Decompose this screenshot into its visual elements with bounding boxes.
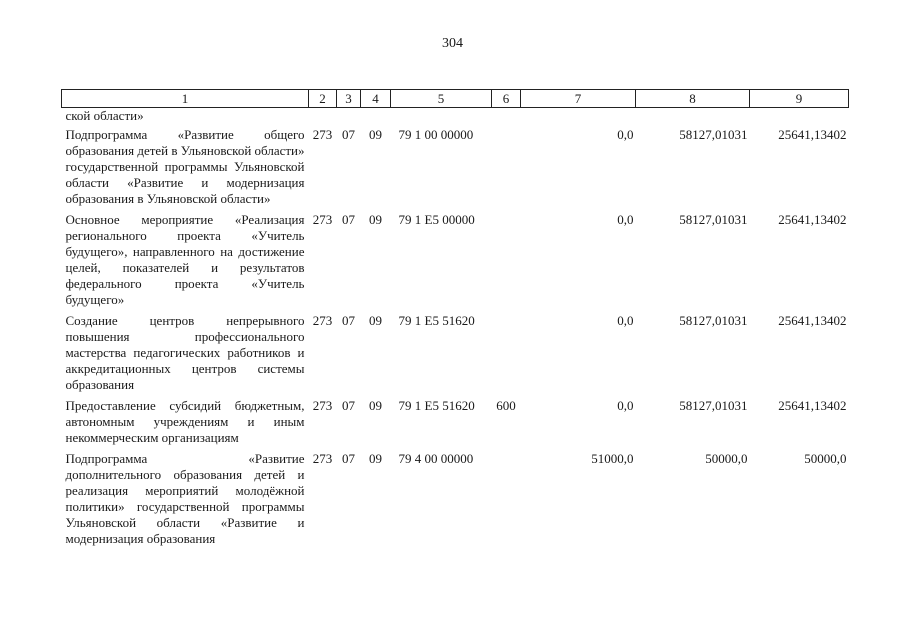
header-col-4: 4 xyxy=(361,90,391,108)
row-section-code: 07 xyxy=(342,398,355,413)
row-expense-type xyxy=(492,210,521,311)
header-col-6: 6 xyxy=(492,90,521,108)
row-ministry-code: 273 xyxy=(312,313,333,328)
row-ministry-code: 273 xyxy=(312,451,333,466)
header-col-3: 3 xyxy=(337,90,361,108)
row-target-article: 79 1 E5 51620 xyxy=(398,398,475,413)
row-description: Создание центров непрерывного повышения профессионального мастерства педагогических работников и аккредитационных центров системы образования xyxy=(65,313,305,392)
row-description: Основное мероприятие «Реализация регионального проекта «Учитель будущего», направленного на достижение целей, показателей и результатов федерального проекта «Учитель будущего» xyxy=(65,212,305,307)
continuation-row xyxy=(62,108,849,126)
row-amount-col8: 58127,01031 xyxy=(679,212,748,227)
row-subsection-code: 09 xyxy=(369,212,382,227)
row-amount-col9: 25641,13402 xyxy=(778,398,847,413)
row-section-code: 07 xyxy=(342,127,355,142)
header-col-9: 9 xyxy=(750,90,849,108)
row-amount-col9: 25641,13402 xyxy=(778,212,847,227)
row-section-code: 07 xyxy=(342,212,355,227)
row-subsection-code: 09 xyxy=(369,127,382,142)
row-description: Подпрограмма «Развитие дополнительного образования детей и реализация мероприятий молодёжной политики» государственной программы Ульяновской области «Развитие и модернизация образования xyxy=(65,451,305,546)
header-col-5: 5 xyxy=(391,90,492,108)
row-ministry-code: 273 xyxy=(312,212,333,227)
row-target-article: 79 1 E5 00000 xyxy=(398,212,475,227)
row-expense-type: 600 xyxy=(496,398,516,413)
continuation-text: ской области» xyxy=(65,108,144,123)
table-header xyxy=(62,90,849,108)
row-amount-col7: 0,0 xyxy=(617,127,634,142)
table-row xyxy=(62,396,849,449)
row-amount-col9: 25641,13402 xyxy=(778,127,847,142)
row-subsection-code: 09 xyxy=(369,398,382,413)
row-target-article: 79 4 00 00000 xyxy=(398,451,474,466)
row-target-article: 79 1 E5 51620 xyxy=(398,313,475,328)
row-expense-type xyxy=(492,449,521,550)
row-expense-type xyxy=(492,311,521,396)
row-expense-type xyxy=(492,125,521,210)
row-amount-col9: 25641,13402 xyxy=(778,313,847,328)
row-ministry-code: 273 xyxy=(312,127,333,142)
header-col-8: 8 xyxy=(636,90,750,108)
row-subsection-code: 09 xyxy=(369,451,382,466)
header-col-7: 7 xyxy=(521,90,636,108)
row-section-code: 07 xyxy=(342,313,355,328)
row-amount-col7: 0,0 xyxy=(617,398,634,413)
row-target-article: 79 1 00 00000 xyxy=(398,127,474,142)
row-section-code: 07 xyxy=(342,451,355,466)
row-amount-col8: 58127,01031 xyxy=(679,398,748,413)
row-amount-col8: 50000,0 xyxy=(705,451,748,466)
row-amount-col9: 50000,0 xyxy=(804,451,847,466)
row-subsection-code: 09 xyxy=(369,313,382,328)
table-row xyxy=(62,311,849,396)
row-amount-col8: 58127,01031 xyxy=(679,313,748,328)
table-row xyxy=(62,210,849,311)
table-row xyxy=(62,449,849,550)
row-amount-col8: 58127,01031 xyxy=(679,127,748,142)
table-body xyxy=(62,108,849,551)
table-row xyxy=(62,125,849,210)
header-col-1: 1 xyxy=(62,90,309,108)
row-description: Подпрограмма «Развитие общего образования детей в Ульяновской области» государственной программы Ульяновской области «Развитие и модернизация образования в Ульяновской области» xyxy=(65,127,305,206)
header-row xyxy=(62,90,849,108)
row-amount-col7: 51000,0 xyxy=(591,451,634,466)
header-col-2: 2 xyxy=(309,90,337,108)
row-amount-col7: 0,0 xyxy=(617,313,634,328)
row-description: Предоставление субсидий бюджетным, автономным учреждениям и иным некоммерческим организациям xyxy=(65,398,305,445)
row-amount-col7: 0,0 xyxy=(617,212,634,227)
budget-table xyxy=(61,89,849,550)
row-ministry-code: 273 xyxy=(312,398,333,413)
page-number: 304 xyxy=(442,36,463,51)
